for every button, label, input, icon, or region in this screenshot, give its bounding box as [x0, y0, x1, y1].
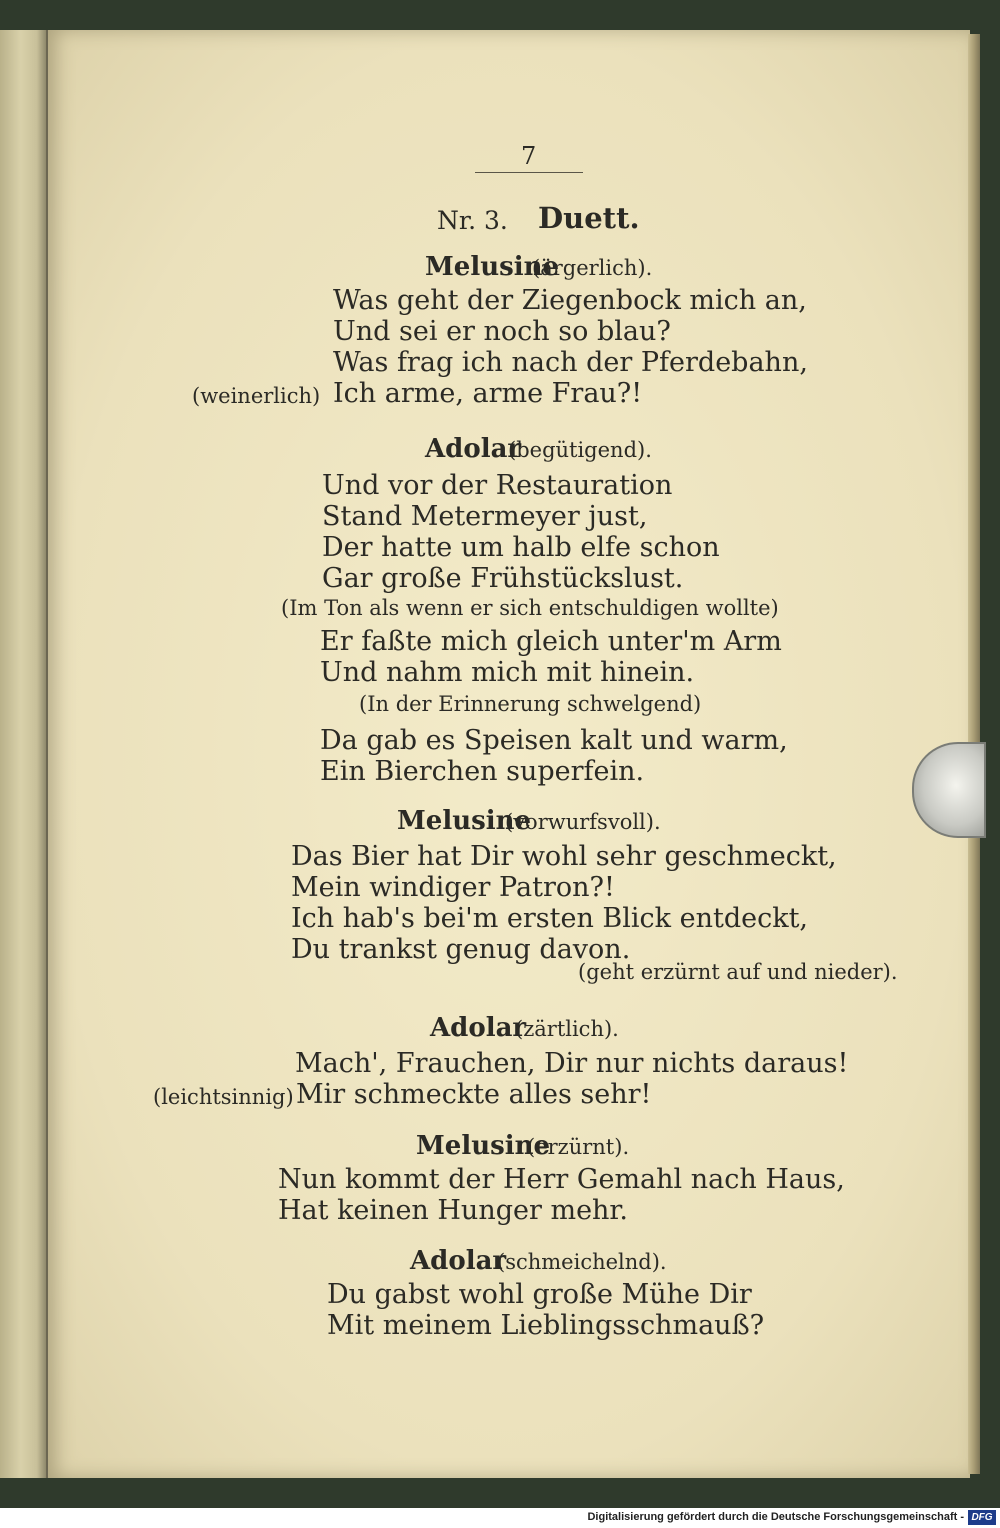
section-title: Duett. — [538, 201, 640, 235]
section-number: Nr. 3. — [437, 206, 508, 235]
verse-line: Und vor der Restauration — [322, 470, 673, 501]
verse-line: Du trankst genug davon. — [291, 934, 631, 965]
stage-direction: (zärtlich). — [515, 1017, 619, 1041]
stage-direction: (begütigend). — [508, 438, 652, 462]
attribution-text: Digitalisierung gefördert durch die Deutsche Forschungsgemeinschaft - — [587, 1511, 964, 1523]
verse-line: Der hatte um halb elfe schon — [322, 532, 720, 563]
speaker-name: Adolar — [425, 434, 522, 464]
stage-direction: (schmeichelnd). — [497, 1250, 667, 1274]
side-direction: (leichtsinnig) — [153, 1085, 294, 1109]
speaker-name: Melusine — [397, 806, 532, 836]
stage-direction: (erzürnt). — [527, 1135, 630, 1159]
page-number: 7 — [521, 142, 537, 170]
verse-line: Mein windiger Patron?! — [291, 872, 615, 903]
verse-line: Mit meinem Lieblingsschmauß? — [327, 1310, 765, 1341]
attribution-bar — [0, 1508, 1000, 1528]
verse-line: Das Bier hat Dir wohl sehr geschmeckt, — [291, 841, 837, 872]
inline-direction: (Im Ton als wenn er sich entschuldigen wollte) — [281, 596, 779, 620]
stage-direction: (vorwurfsvoll). — [505, 810, 661, 834]
speaker-name: Melusine — [425, 252, 560, 282]
dfg-logo: DFG — [968, 1510, 996, 1525]
verse-line: Mir schmeckte alles sehr! — [296, 1079, 652, 1110]
inline-direction: (In der Erinnerung schwelgend) — [359, 692, 702, 716]
verse-line: Nun kommt der Herr Gemahl nach Haus, — [278, 1164, 845, 1195]
verse-line: Ich arme, arme Frau?! — [333, 378, 643, 409]
speaker-name: Melusine — [416, 1131, 551, 1161]
header-rule — [475, 172, 583, 173]
verse-line: Ich hab's bei'm ersten Blick entdeckt, — [291, 903, 809, 934]
verse-line: Hat keinen Hunger mehr. — [278, 1195, 628, 1226]
verse-line: Was frag ich nach der Pferdebahn, — [333, 347, 808, 378]
verse-line: Ein Bierchen superfein. — [320, 756, 645, 787]
speaker-name: Adolar — [410, 1246, 507, 1276]
verse-line: Du gabst wohl große Mühe Dir — [327, 1279, 752, 1310]
verse-line: Und sei er noch so blau? — [333, 316, 671, 347]
verse-line: Gar große Frühstückslust. — [322, 563, 684, 594]
trailing-direction: (geht erzürnt auf und nieder). — [578, 960, 898, 984]
left-page-edge — [0, 30, 48, 1478]
side-direction: (weinerlich) — [192, 384, 321, 408]
verse-line: Er faßte mich gleich unter'm Arm — [320, 626, 782, 657]
verse-line: Da gab es Speisen kalt und warm, — [320, 725, 788, 756]
verse-line: Stand Metermeyer just, — [322, 501, 648, 532]
verse-line: Was geht der Ziegenbock mich an, — [333, 285, 807, 316]
verse-line: Und nahm mich mit hinein. — [320, 657, 695, 688]
verse-line: Mach', Frauchen, Dir nur nichts daraus! — [295, 1048, 849, 1079]
speaker-name: Adolar — [430, 1013, 527, 1043]
stage-direction: (ärgerlich). — [532, 256, 653, 280]
